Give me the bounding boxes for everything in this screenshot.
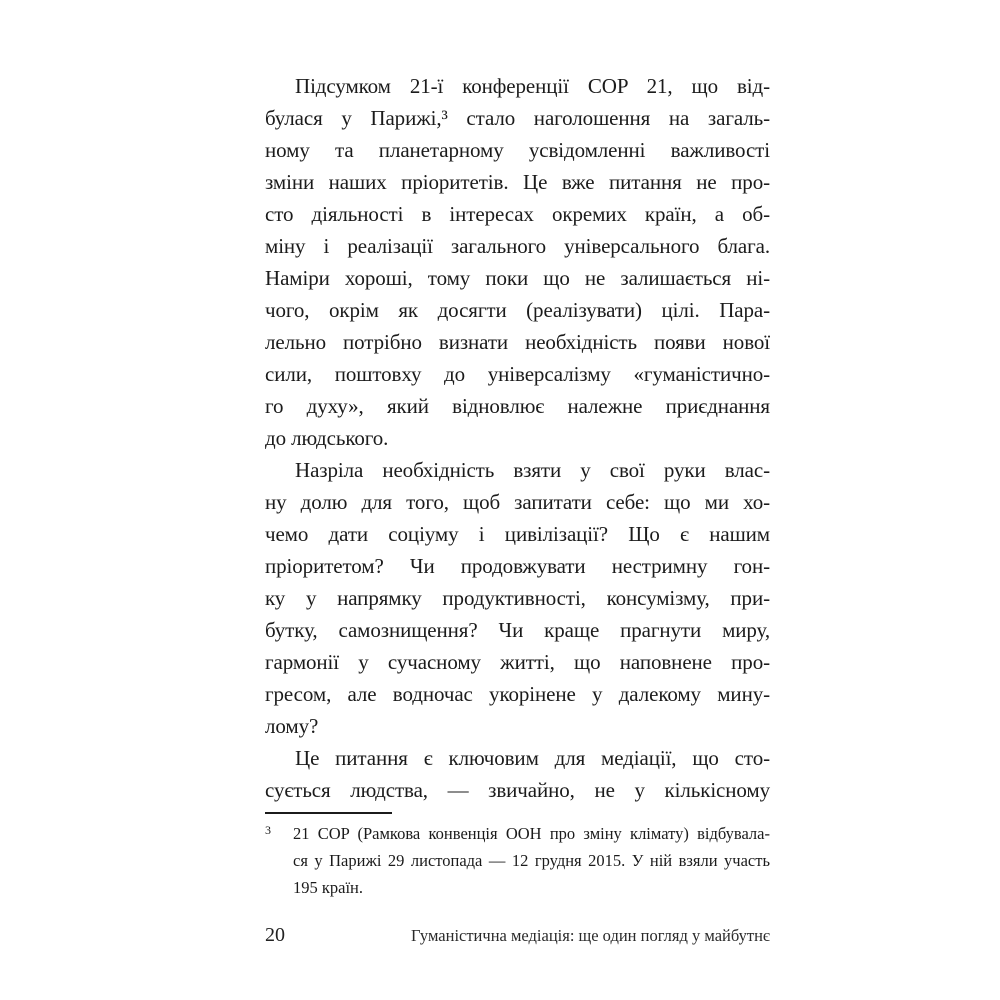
page-footer — [265, 924, 770, 947]
paragraph — [265, 454, 770, 742]
text-line: гармонії у сучасному житті, що наповнене про- — [265, 650, 770, 674]
text-line: міну і реалізації загального універсального блага. — [265, 234, 770, 258]
text-line: ку у напрямку продуктивності, консумізму, при- — [265, 586, 770, 610]
footnote-line: 21 COP (Рамкова конвенція ООН про зміну клімату) відбувала- — [293, 824, 770, 843]
text-line: Назріла необхідність взяти у свої руки влас- — [295, 458, 770, 482]
footnote-marker: 3 — [265, 823, 271, 837]
footnote-line: 195 країн. — [293, 878, 364, 897]
text-line: пріоритетом? Чи продовжувати нестримну гон- — [265, 554, 770, 578]
text-line: Підсумком 21-ї конференції COP 21, що від- — [295, 74, 770, 98]
text-line: сується людства, — звичайно, не у кількісному — [265, 778, 770, 802]
text-line: гресом, але водночас укорінене у далекому мину- — [265, 682, 770, 706]
text-line: чого, окрім як досягти (реалізувати) цілі. Пара- — [265, 298, 770, 322]
page-number: 20 — [265, 924, 285, 946]
text-line: ну долю для того, щоб запитати себе: що ми хо- — [265, 490, 770, 514]
footnote-line: ся у Парижі 29 листопада — 12 грудня 2015. У ній взяли участь — [293, 851, 770, 870]
text-line: бутку, самознищення? Чи краще прагнути миру, — [265, 618, 770, 642]
text-line: зміни наших пріоритетів. Це вже питання не про- — [265, 170, 770, 194]
text-line: сили, поштовху до універсалізму «гуманістично- — [265, 362, 770, 386]
paragraph — [265, 70, 770, 454]
text-line: Наміри хороші, тому поки що не залишається ні- — [265, 266, 770, 290]
text-line: чемо дати соціуму і цивілізації? Що є нашим — [265, 522, 770, 546]
text-line: сто діяльності в інтересах окремих країн, а об- — [265, 202, 770, 226]
text-line: го духу», який відновлює належне приєднання — [265, 394, 770, 418]
footnote-separator — [265, 812, 392, 814]
text-line: булася у Парижі,³ стало наголошення на загаль- — [265, 106, 770, 130]
text-line: лельно потрібно визнати необхідність появи нової — [265, 330, 770, 354]
body-text — [265, 70, 770, 806]
text-line: ному та планетарному усвідомленні важливості — [265, 138, 770, 162]
text-line: Це питання є ключовим для медіації, що сто- — [295, 746, 770, 770]
footnote-body — [293, 820, 770, 901]
footnote — [265, 820, 770, 901]
text-line: лому? — [265, 714, 319, 738]
paragraph — [265, 742, 770, 806]
running-title: Гуманістична медіація: ще один погляд у майбутнє — [411, 926, 770, 945]
text-line: до людського. — [265, 426, 389, 450]
